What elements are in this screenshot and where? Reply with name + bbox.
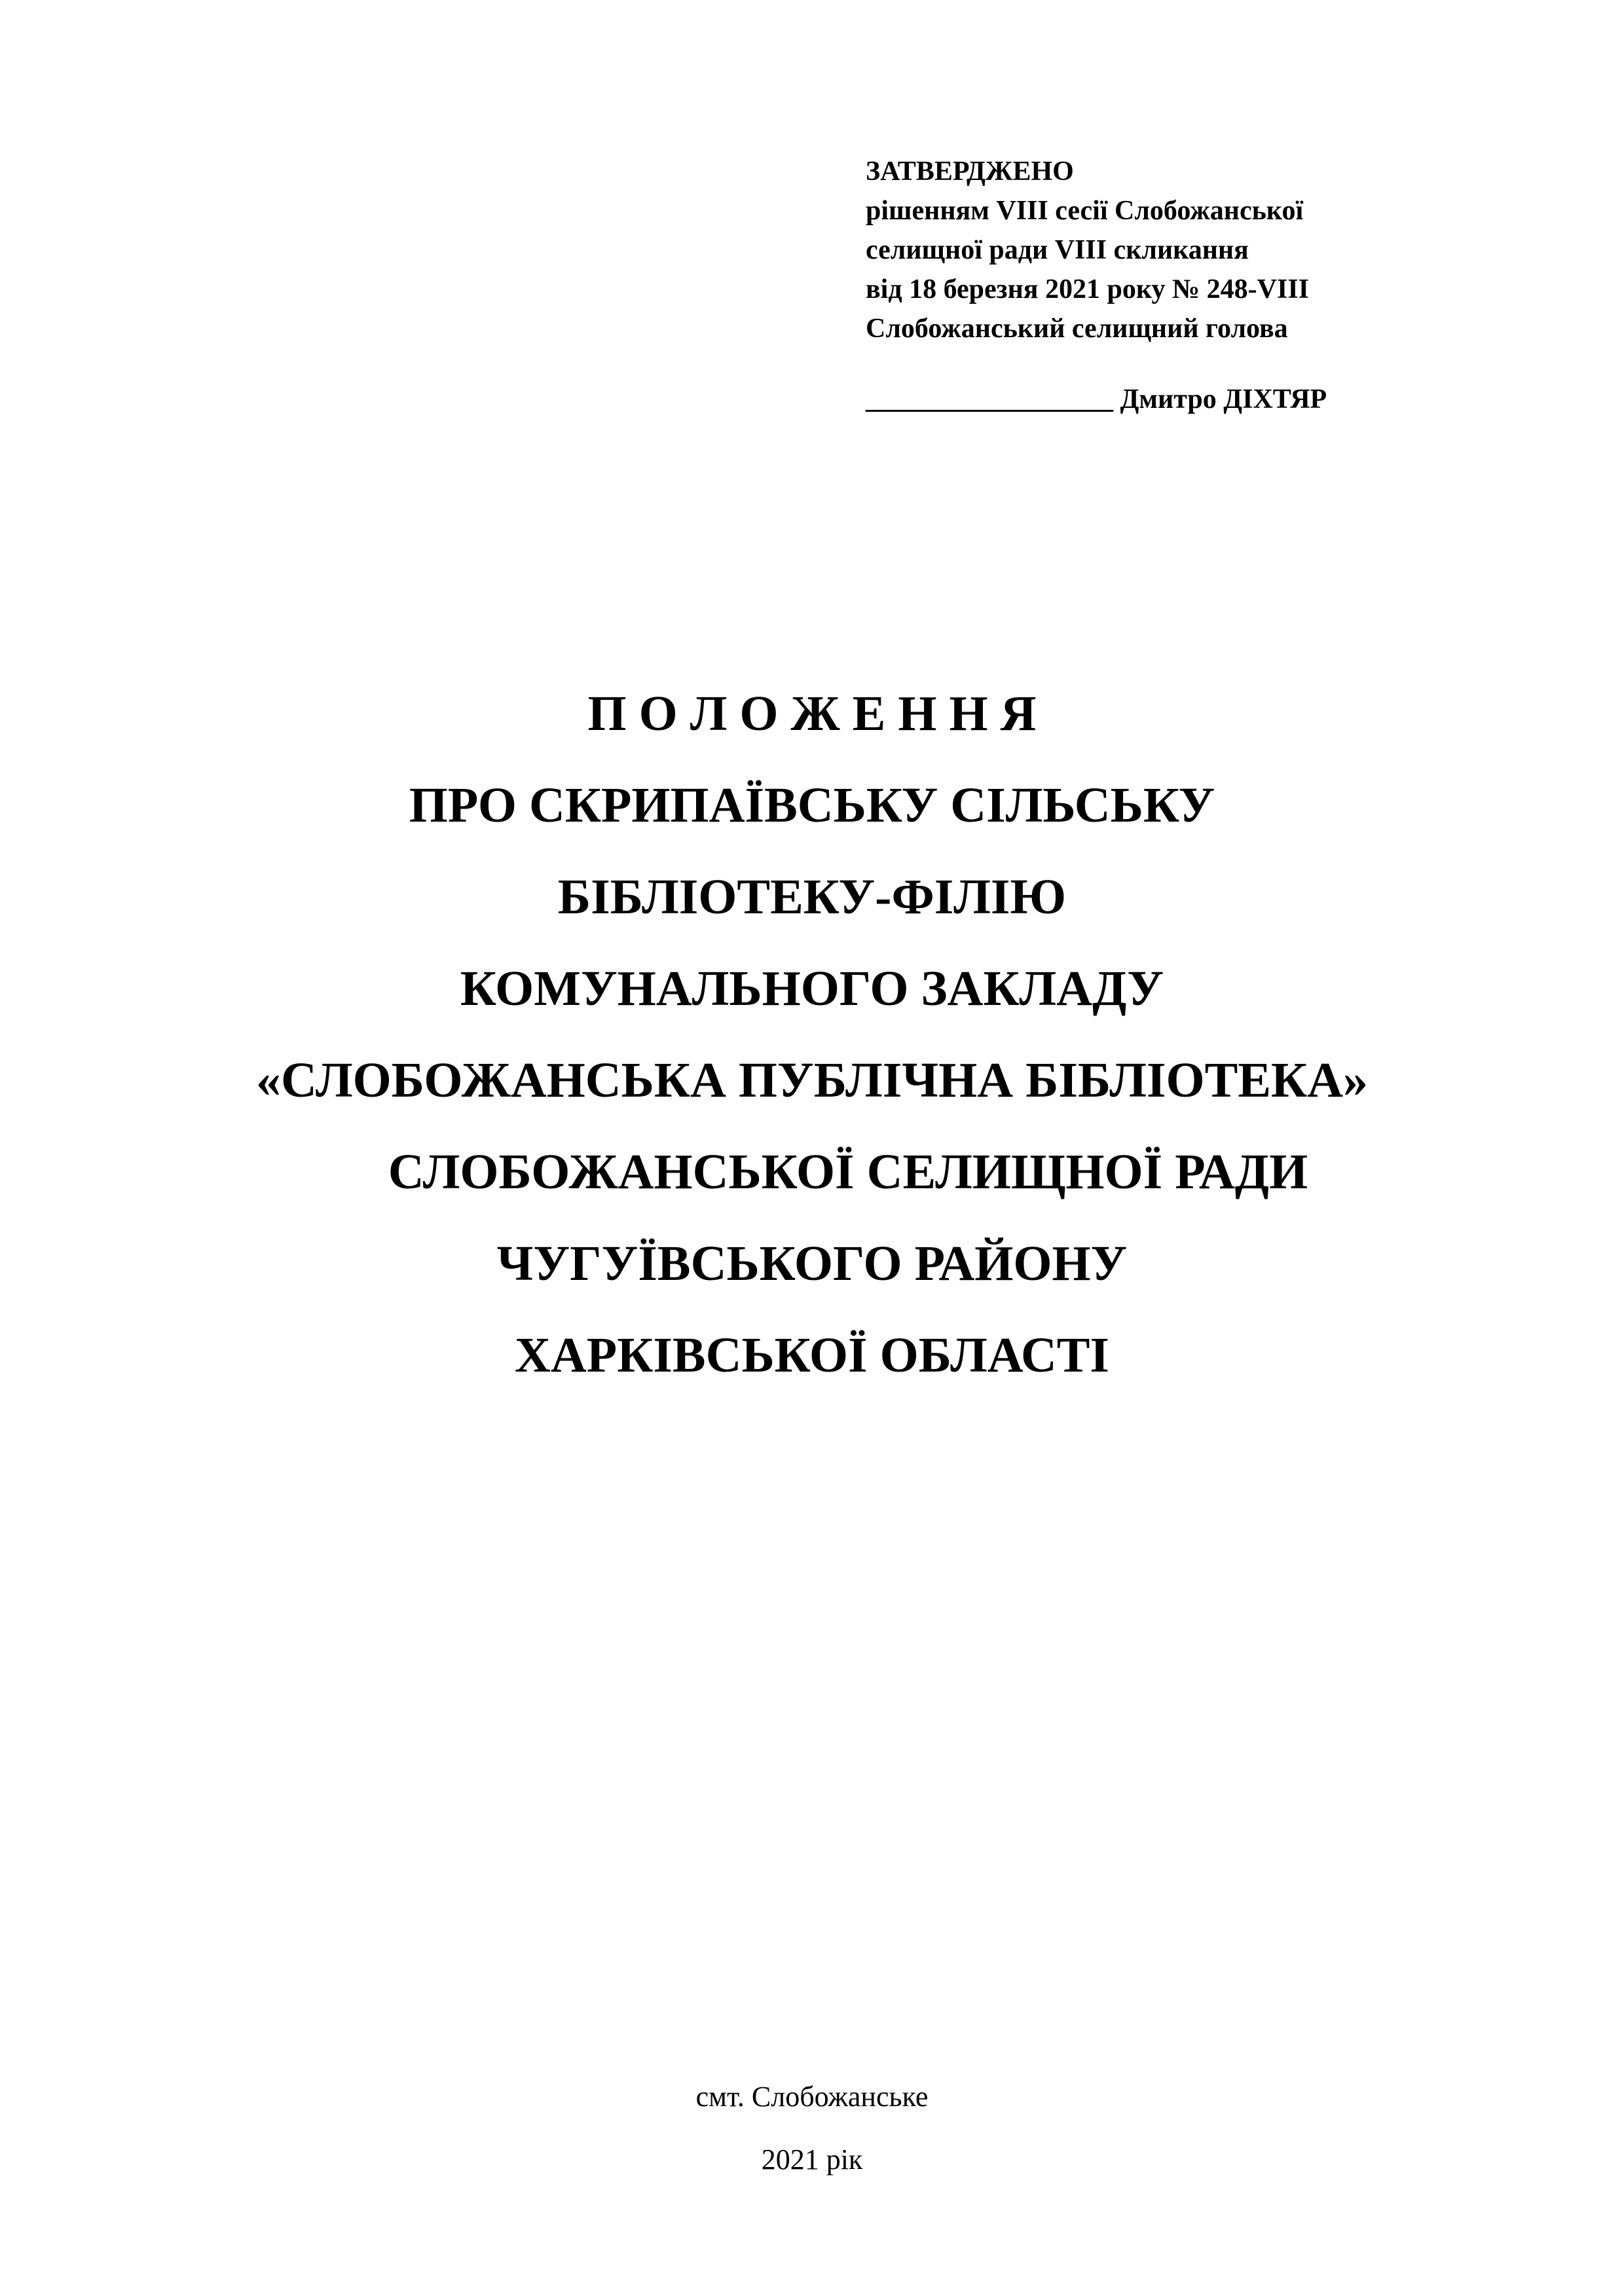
- footer-year: 2021 рік: [761, 2143, 863, 2176]
- signature-block: [866, 380, 1327, 419]
- document-title: [0, 668, 1624, 1401]
- title-heading: П О Л О Ж Е Н Н Я: [587, 686, 1037, 741]
- title-line-5: СЛОБОЖАНСЬКОЇ СЕЛИЩНОЇ РАДИ: [388, 1144, 1308, 1199]
- approval-council-line: селищної ради VIII скликання: [866, 235, 1249, 265]
- title-line-4: «СЛОБОЖАНСЬКА ПУБЛІЧНА БІБЛІОТЕКА»: [255, 1053, 1369, 1108]
- approval-official-title: Слобожанський селищний голова: [866, 314, 1288, 344]
- title-line-2: БІБЛІОТЕКУ-ФІЛІЮ: [557, 869, 1067, 924]
- signatory-name: Дмитро ДІХТЯР: [1120, 384, 1327, 414]
- title-line-6: ЧУГУЇВСЬКОГО РАЙОНУ: [496, 1236, 1128, 1291]
- signature-line: __________________: [866, 384, 1113, 414]
- approval-stamp: [866, 152, 1309, 348]
- approval-date-line: від 18 березня 2021 року № 248-VIII: [866, 274, 1310, 304]
- footer-place: смт. Слобожанське: [695, 2081, 929, 2113]
- approval-decision-line: рішенням VIII сесії Слобожанської: [866, 196, 1304, 226]
- approval-heading: ЗАТВЕРДЖЕНО: [866, 156, 1074, 187]
- title-line-1: ПРО СКРИПАЇВСЬКУ СІЛЬСЬКУ: [409, 778, 1215, 833]
- title-line-7: ХАРКІВСЬКОЇ ОБЛАСТІ: [515, 1328, 1109, 1383]
- title-line-3: КОМУНАЛЬНОГО ЗАКЛАДУ: [460, 961, 1164, 1016]
- document-footer: [0, 2066, 1624, 2191]
